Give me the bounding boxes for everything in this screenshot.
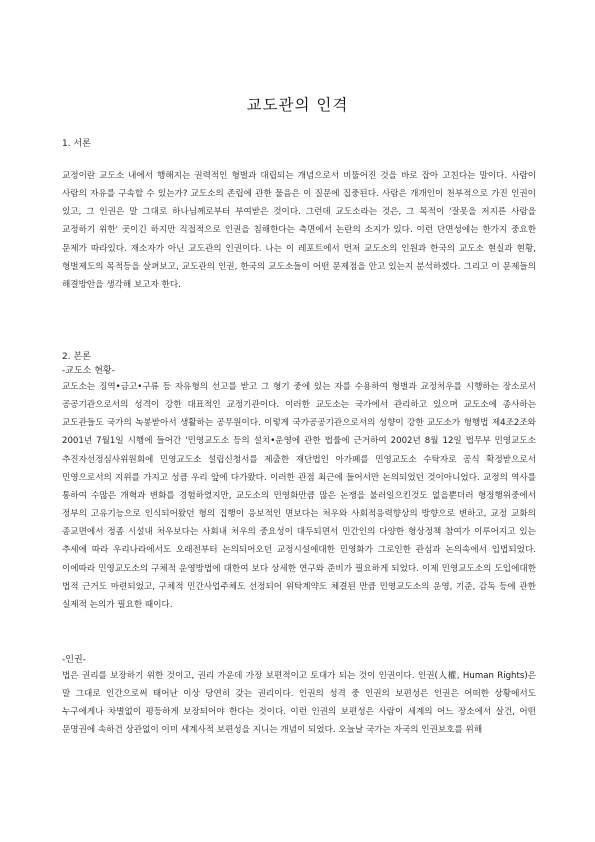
subsection-human-rights-paragraph: 법은 권리를 보장하기 위한 것이고, 권리 가운데 가장 보편적이고 토대가 되는 것이 인권이다. 인권(人權, Human Rights)은 말 그대로 인간으로써 태어난 이상 당연히 갖는 권리이다. 인권의 성격 중 인권의 보편성은 인권은 어떠한 상황에서도 누구에게나 차별없이 평등하게 보장되어야 한다는 것이다. 이런 인권의 보편성은 사람이 세계의 어느 장소에서 살건, 어떤 문명권에 속하건 상관없이 이미 세계사적 보편성을 지니는 개념이 되었다. 오늘날 국가는 자국의 인권보호를 위해 (62, 671, 536, 736)
section-1-heading: 1. 서론 (62, 139, 91, 149)
document-title: 교도관의 인격 (246, 96, 349, 114)
subsection-human-rights-heading: -인권- (62, 655, 86, 665)
subsection-prison-status-heading: -교도소 현황- (62, 366, 115, 376)
subsection-prison-status-paragraph: 교도소는 징역•금고•구류 등 자유형의 선고를 받고 그 형기 중에 있는 자를 수용하여 형벌과 교정처우를 시행하는 장소로서 공공기관으로서의 성격이 강한 대표적인 교정기관이다. 이러한 교도소는 국가에서 관리하고 있으며 교도소에 종사하는 교도관들도 국가의 녹봉받아서 생활하는 공무원이다. 이렇게 국가공공기관으로서의 성향이 강한 교도소가 형행법 제4조2조와 2001년 7월1일 시행에 들어간 '민영교도소 등의 설치•운영에 관한 법률에 근거하여 2002년 8월 12일 법무부 민영교도소 추진자선정심사위원회에 민영교도소 설립신청서를 제출한 재단법인 아가페를 민영교도소 수탁자로 공식 확정받으로서 민영으로서의 지위를 가지고 성큼 우리 앞에 다가왔다. 이러한 관점 최근에 들어서만 논의되었던 것이아니었다. 교정의 역사를 통하여 수많은 개혁과 변화를 경험하였지만, 교도소의 민영화만큼 많은 논쟁을 불러일으킨것도 없을뿐더러 형정행위중에서 정부의 고유기능으로 인식되어왔던 형의 집행이 응보적인 면보다는 처우와 사회적응력향상의 방향으로 변하고, 교정 교화의 종교면에서 정좀 시설내 처우보다는 사회내 처우의 중요성이 대두되면서 민간인의 다양한 형상정책 참여가 이루어지고 있는 추세에 따라 우리나라에서도 오래전부터 논의되어오던 교정시설에대한 민영화가 그로인한 관심과 논의속에서 입법되었다. 이에따라 민영교도소의 구체적 운영방법에 대한여 보다 상세한 연구와 준비가 필요하게 되었다. 이제 민영교도소의 도입에대한 법적 근거도 마련되었고, 구체적 민간사업주체도 선정되어 위탁계약도 체결된 만큼 민영교도소의 운영, 기준, 감독 등에 관한 실제적 논의가 필요한 때이다. (62, 382, 536, 610)
section-2-heading: 2. 본론 (62, 352, 91, 362)
section-1-paragraph: 교정이란 교도소 내에서 행해지는 권력적인 형벌과 대립되는 개념으로서 비뚤어진 것을 바로 잡아 고친다는 말이다. 사람이 사람의 자유를 구속할 수 있는가? 교도소의 존립에 관한 물음은 이 질문에 집중된다. 사람은 개개인이 천부적으로 가진 인권이 있고, 그 인권은 말 그대로 하나님께로부터 부여받은 것이다. 그런데 교도소라는 것은, 그 목적이 '잘못을 저지른 사람을 교정하기 위한' 곳이긴 하지만 직접적으로 인권을 침해한다는 측면에서 논란의 소지가 있다. 이런 단면성에는 한가지 중요한 문제가 따라있다. 재소자가 아닌 교도관의 인권이다. 나는 이 레포트에서 먼저 교도소의 인원과 한국의 교도소 현실과 현황, 형벌제도의 목적등을 살펴보고, 교도관의 인권, 한국의 교도소들이 어떤 문제점을 안고 있는지 분석하겠다. 그리고 이 문제들의 해결방안을 생각해 보고자 한다. (62, 171, 536, 290)
